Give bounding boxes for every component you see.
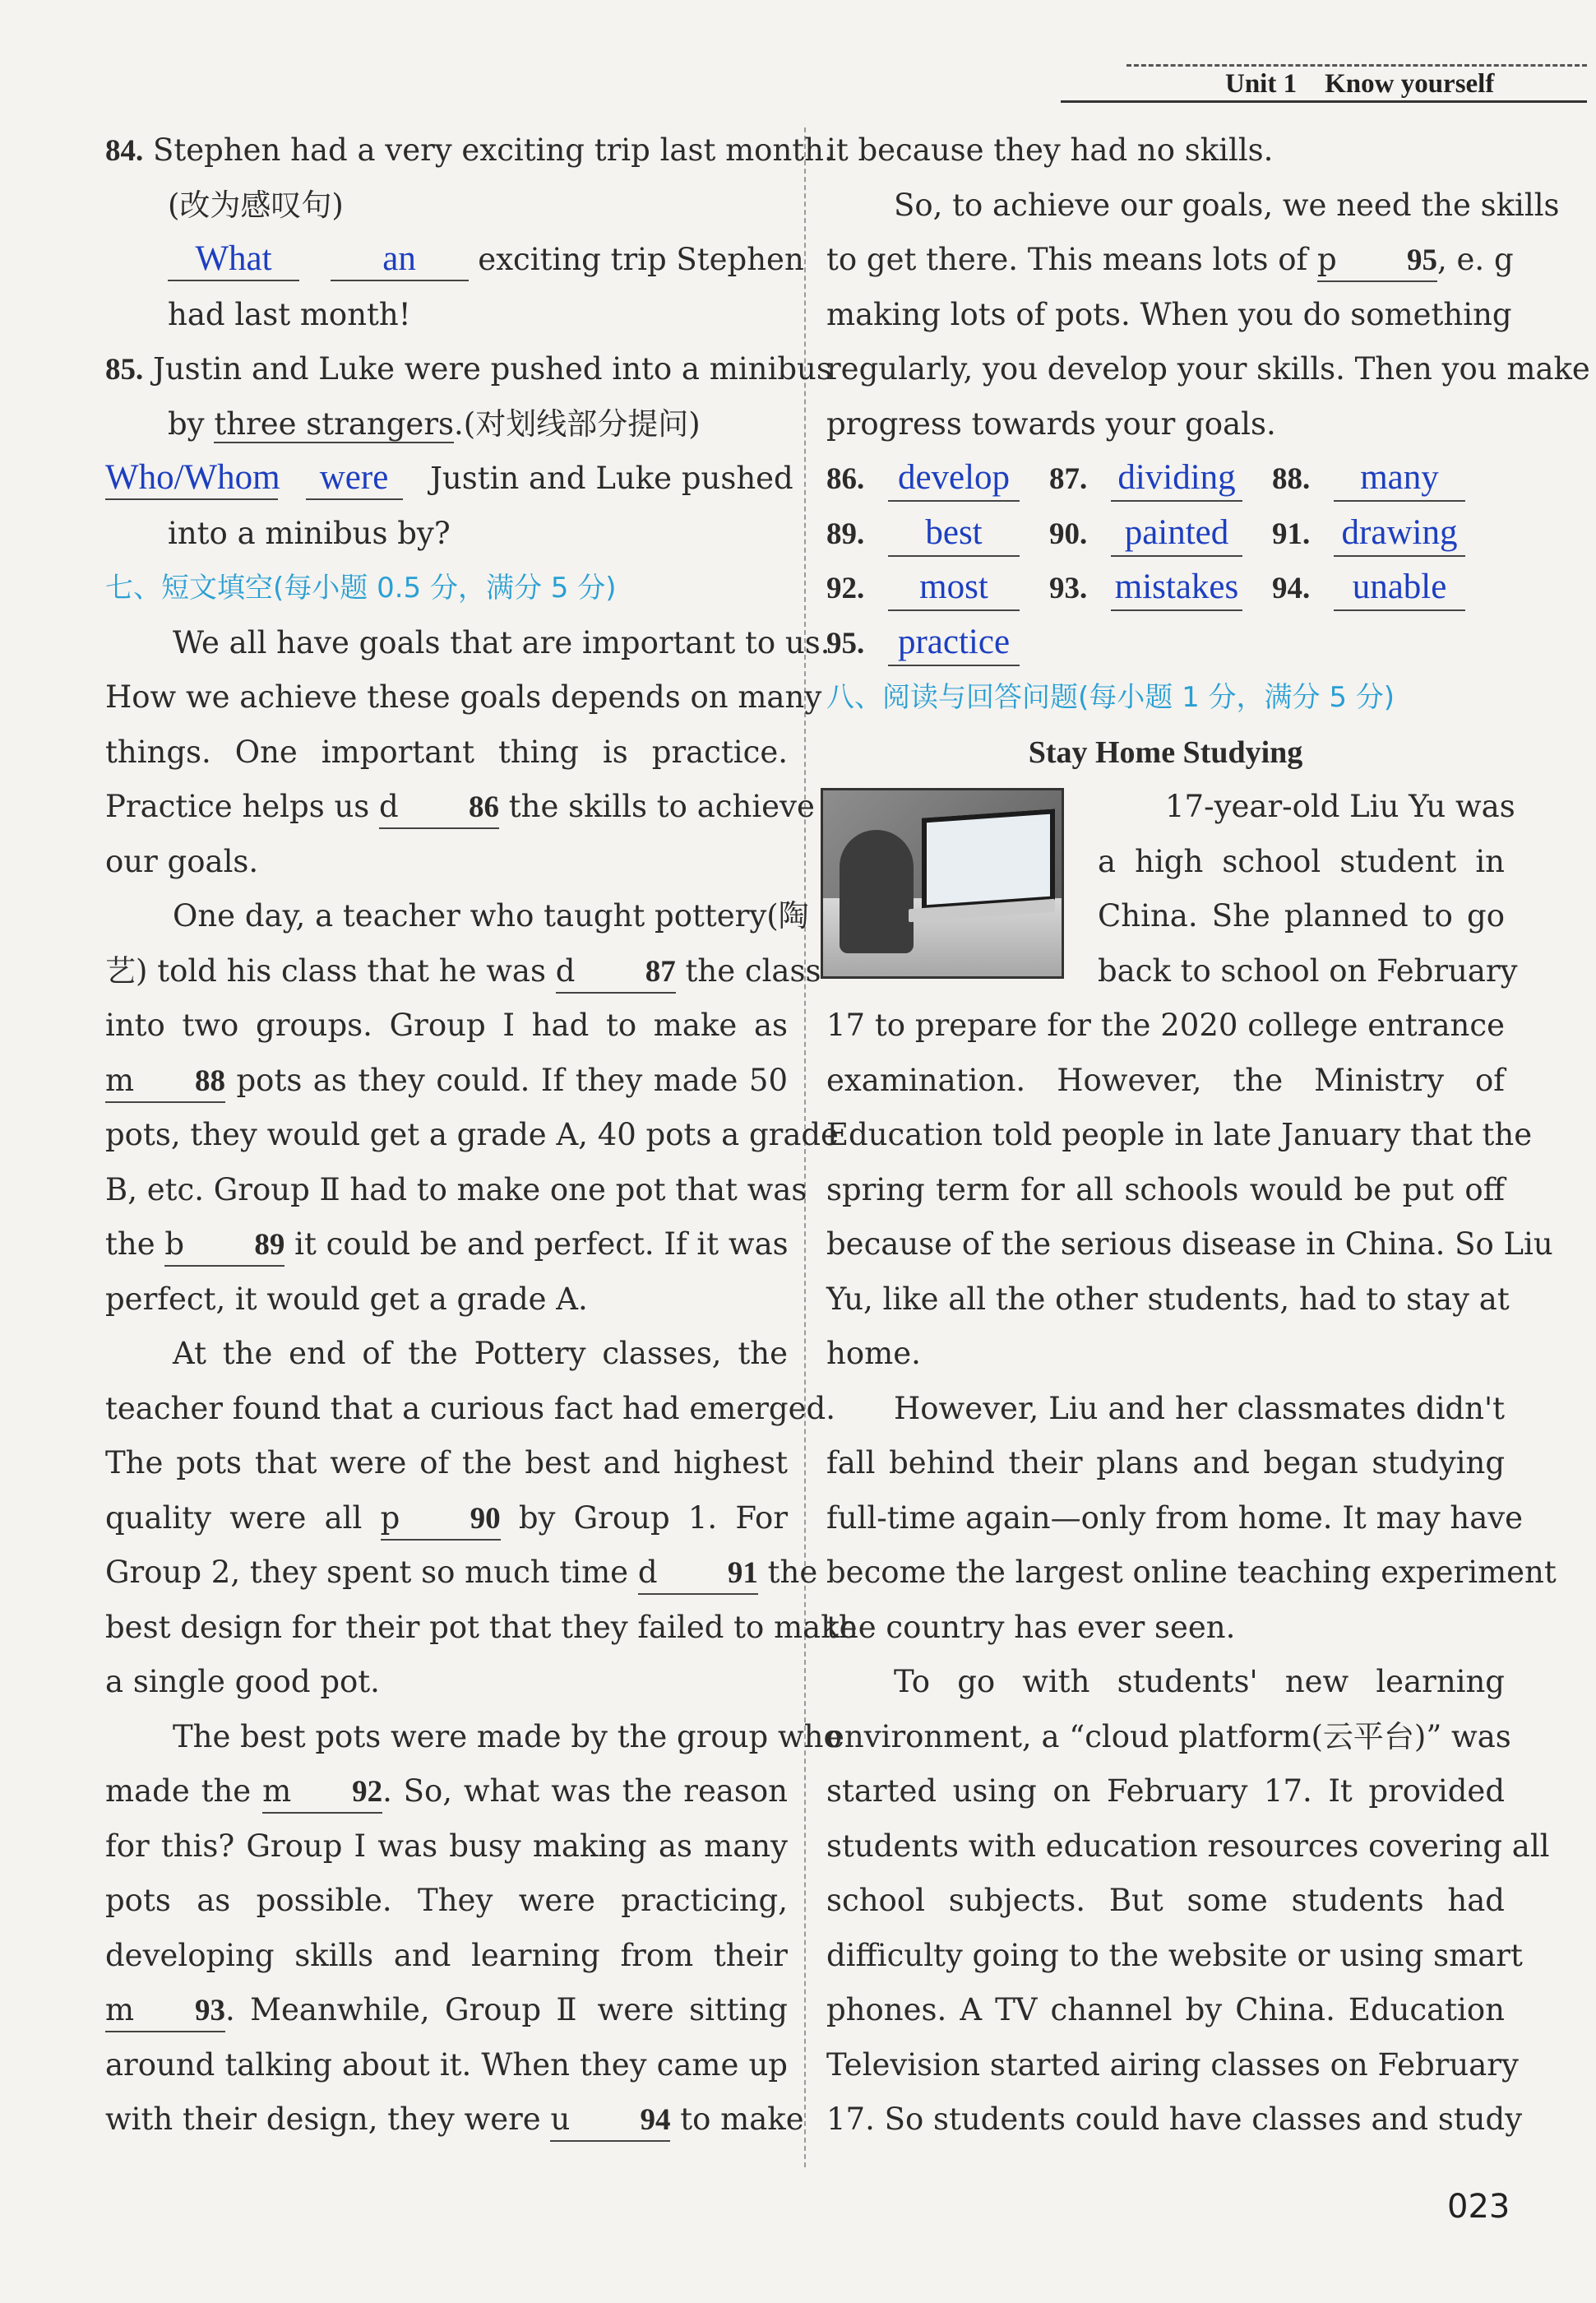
passage-line: around talking about it. When they came up <box>105 2046 788 2083</box>
passage-line: phones. A TV channel by China. Education <box>826 1992 1505 2027</box>
passage-line: 艺) told his class that he was d 87 the class <box>105 944 788 999</box>
passage-line: quality were all p 90 by Group 1. For <box>105 1491 788 1546</box>
blank-91: d 91 <box>638 1553 758 1595</box>
passage-line: The pots that were of the best and highest <box>105 1445 788 1480</box>
left-column <box>105 123 858 2148</box>
answer-94: unable <box>1334 565 1465 611</box>
passage-line: So, to achieve our goals, we need the skills <box>894 187 1560 223</box>
passage-line: perfect, it would get a grade A. <box>105 1281 588 1317</box>
passage-line: students with education resources covering all <box>826 1828 1550 1864</box>
q84-answer-line: What an exciting trip Stephen <box>105 233 788 288</box>
blank-92: m 92 <box>262 1772 382 1814</box>
answer-86: develop <box>888 456 1020 502</box>
passage-line: The best pots were made by the group who <box>173 1718 842 1754</box>
passage-line: China. She planned to go <box>1098 898 1505 934</box>
passage-line: Yu, like all the other students, had to stay at <box>826 1281 1510 1317</box>
passage-line: To go with students' new learning <box>894 1664 1505 1699</box>
blank-93: m 93 <box>105 1990 225 2032</box>
section-8-heading: 八、阅读与回答问题(每小题 1 分，满分 5 分) <box>826 681 1395 714</box>
page-header <box>1061 58 1587 107</box>
passage-line: the country has ever seen. <box>826 1609 1236 1645</box>
passage-line: best design for their pot that they failed to make <box>105 1609 858 1645</box>
passage-line: a high school student in <box>1098 843 1505 879</box>
header-rule <box>1061 100 1587 103</box>
passage-line: m 88 pots as they could. If they made 50 <box>105 1054 788 1109</box>
q85-line2: by three strangers.(对划线部分提问) <box>168 405 701 442</box>
answer-row: 92. most 93. mistakes 94. unable <box>826 561 1505 616</box>
answer-95: practice <box>888 620 1020 666</box>
blank-90: p 90 <box>381 1499 501 1541</box>
blank-86: d 86 <box>379 787 499 829</box>
header-topic: Know yourself <box>1325 69 1495 99</box>
passage-line: How we achieve these goals depends on many <box>105 679 822 715</box>
passage-line: for this? Group I was busy making as many <box>105 1828 788 1864</box>
answer-92: most <box>888 565 1020 611</box>
passage-line: with their design, they were u 94 to make <box>105 2092 788 2148</box>
passage-line: pots, they would get a grade A, 40 pots a grade <box>105 1117 839 1152</box>
passage-line: One day, a teacher who taught pottery(陶 <box>173 898 809 934</box>
laptop-screen <box>922 809 1055 910</box>
page-number: 023 <box>1447 2188 1510 2226</box>
passage-line: m 93. Meanwhile, Group Ⅱ were sitting <box>105 1983 788 2038</box>
answer-91: drawing <box>1334 511 1465 557</box>
section-7-heading: 七、短文填空(每小题 0.5 分，满分 5 分) <box>105 572 617 605</box>
passage-line: examination. However, the Ministry of <box>826 1062 1505 1098</box>
passage-line: pots as possible. They were practicing, <box>105 1883 788 1918</box>
passage-line: the b 89 it could be and perfect. If it was <box>105 1217 788 1272</box>
answer-90: painted <box>1111 511 1242 557</box>
blank-95: p 95 <box>1317 240 1437 282</box>
answer-row: 89. best 90. painted 91. drawing <box>826 507 1505 562</box>
answer-89: best <box>888 511 1020 557</box>
passage-line: Education told people in late January that the <box>826 1117 1533 1152</box>
right-column <box>826 123 1590 2148</box>
q85-underlined-phrase: three strangers <box>214 405 454 442</box>
blank-89: b 89 <box>164 1225 285 1267</box>
header-title <box>1225 69 1494 100</box>
passage-line: made the m 92. So, what was the reason <box>105 1764 788 1819</box>
passage-line: 17. So students could have classes and study <box>826 2101 1523 2137</box>
passage-line: home. <box>826 1336 921 1371</box>
q84-line1: 84. Stephen had a very exciting trip last month. <box>105 132 834 168</box>
passage-line: 17-year-old Liu Yu was <box>1165 789 1515 824</box>
q84-instruction: (改为感叹句) <box>168 187 344 223</box>
q85-answer-blank-2: were <box>306 458 403 500</box>
passage-line: into two groups. Group I had to make as <box>105 1008 788 1043</box>
header-unit: Unit 1 <box>1225 69 1298 99</box>
student-silhouette <box>840 830 914 953</box>
passage-line: regularly, you develop your skills. Then you make <box>826 351 1590 387</box>
q84-line4: had last month! <box>168 296 411 332</box>
passage-line: spring term for all schools would be put off <box>826 1171 1505 1207</box>
passage-line: our goals. <box>105 843 259 879</box>
passage-line: it because they had no skills. <box>826 132 1274 168</box>
q84-answer-blank-1: What <box>168 239 299 281</box>
passage-line: teacher found that a curious fact had emerged. <box>105 1390 835 1426</box>
passage-line: to get there. This means lots of p 95, e. g <box>826 233 1505 288</box>
blank-88: m 88 <box>105 1061 225 1103</box>
passage-line: making lots of pots. When you do something <box>826 296 1512 332</box>
article-photo <box>821 788 1064 979</box>
passage-line: things. One important thing is practice. <box>105 734 788 770</box>
passage-line: back to school on February <box>1098 952 1518 989</box>
answer-row: 86. develop 87. dividing 88. many <box>826 452 1505 507</box>
q85-line4: into a minibus by? <box>168 515 451 551</box>
answer-row: 95. practice <box>826 616 1505 671</box>
passage-line: because of the serious disease in China. So Liu <box>826 1226 1553 1262</box>
passage-line: developing skills and learning from their <box>105 1937 788 1973</box>
passage-line: 17 to prepare for the 2020 college entrance <box>826 1008 1505 1043</box>
passage-line: progress towards your goals. <box>826 405 1276 442</box>
passage-line: At the end of the Pottery classes, the <box>173 1336 788 1371</box>
passage-line: a single good pot. <box>105 1664 380 1699</box>
passage-line: Group 2, they spent so much time d 91 the <box>105 1545 788 1601</box>
passage-line: environment, a “cloud platform(云平台)” was <box>826 1718 1511 1754</box>
passage-line: difficulty going to the website or using smart <box>826 1937 1523 1973</box>
passage-line: Television started airing classes on February <box>826 2046 1519 2083</box>
passage-line: B, etc. Group Ⅱ had to make one pot that was <box>105 1171 807 1207</box>
blank-87: d 87 <box>556 952 676 994</box>
blank-94: u 94 <box>550 2100 670 2142</box>
q85-line1: 85. Justin and Luke were pushed into a minibus <box>105 351 832 387</box>
answer-87: dividing <box>1111 456 1242 502</box>
q85-answer-blank-1: Who/Whom <box>105 458 278 500</box>
passage-line: started using on February 17. It provided <box>826 1773 1505 1809</box>
q85-answer-line: Who/Whom were Justin and Luke pushed <box>105 452 788 507</box>
passage-line: Practice helps us d 86 the skills to achieve <box>105 780 788 835</box>
q84-answer-blank-2: an <box>331 239 469 281</box>
passage-line: fall behind their plans and began studying <box>826 1445 1505 1480</box>
passage-line: become the largest online teaching experiment <box>826 1555 1557 1590</box>
passage-line: We all have goals that are important to us. <box>173 624 830 660</box>
answer-93: mistakes <box>1111 565 1242 611</box>
passage-line: school subjects. But some students had <box>826 1883 1505 1918</box>
passage-line: full-time again—only from home. It may have <box>826 1499 1524 1536</box>
header-dashed-rule <box>1126 64 1587 67</box>
article-title: Stay Home Studying <box>1028 734 1303 770</box>
passage-line: However, Liu and her classmates didn't <box>894 1390 1505 1426</box>
answer-88: many <box>1334 456 1465 502</box>
